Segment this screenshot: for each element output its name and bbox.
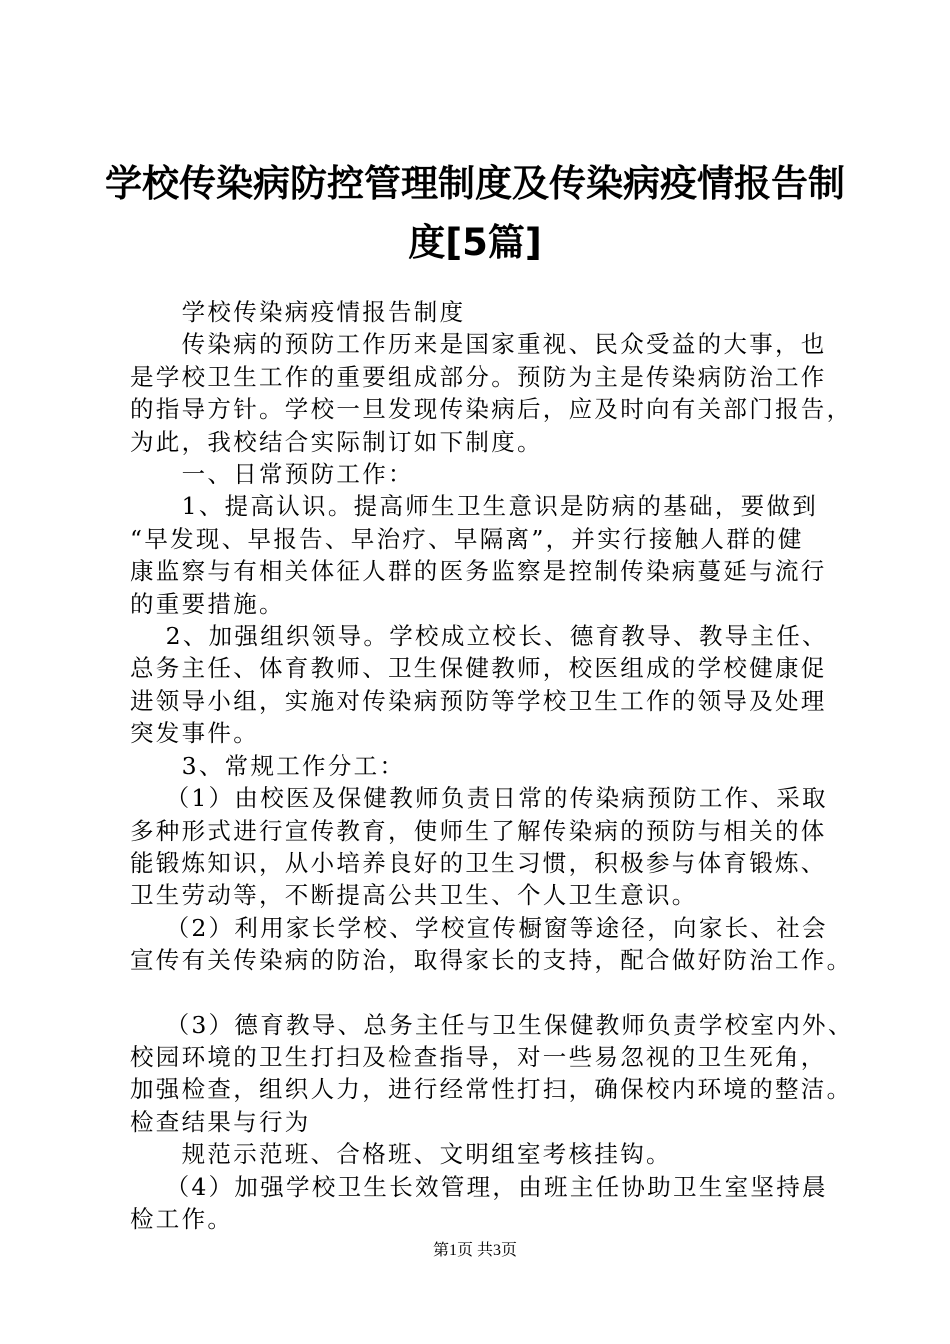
body-line: 的指导方针。学校一旦发现传染病后，应及时向有关部门报告， xyxy=(130,395,853,424)
body-line: 康监察与有相关体征人群的医务监察是控制传染病蔓延与流行 xyxy=(130,557,827,586)
document-title-line-2: 度[5篇] xyxy=(408,221,542,264)
body-line: （3）德育教导、总务主任与卫生保健教师负责学校室内外、 xyxy=(130,1010,854,1039)
body-line: 一、日常预防工作： xyxy=(130,460,414,489)
body-line: 传染病的预防工作历来是国家重视、民众受益的大事，也 xyxy=(130,330,827,359)
body-line: 2、加强组织领导。学校成立校长、德育教导、教导主任、 xyxy=(130,622,828,651)
body-line: 能锻炼知识，从小培养良好的卫生习惯，积极参与体育锻炼、 xyxy=(130,848,827,877)
body-line: 1、提高认识。提高师生卫生意识是防病的基础，要做到 xyxy=(130,492,819,521)
body-line: 为此，我校结合实际制订如下制度。 xyxy=(130,427,543,456)
body-line: （2）利用家长学校、学校宣传橱窗等途径，向家长、社会 xyxy=(130,913,828,942)
body-line: 3、常规工作分工： xyxy=(130,751,406,780)
body-line: 加强检查，组织人力，进行经常性打扫，确保校内环境的整洁。 xyxy=(130,1075,853,1104)
body-line: 进领导小组，实施对传染病预防等学校卫生工作的领导及处理 xyxy=(130,686,827,715)
body-line: 校园环境的卫生打扫及检查指导，对一些易忽视的卫生死角， xyxy=(130,1042,827,1071)
document-body xyxy=(130,296,870,1235)
body-line: 突发事件。 xyxy=(130,719,259,748)
body-line: 总务主任、体育教师、卫生保健教师，校医组成的学校健康促 xyxy=(130,654,827,683)
body-line: 是学校卫生工作的重要组成部分。预防为主是传染病防治工作 xyxy=(130,362,827,391)
body-line: （1）由校医及保健教师负责日常的传染病预防工作、采取 xyxy=(130,784,828,813)
paragraph-gap xyxy=(130,977,870,1009)
body-line: （4）加强学校卫生长效管理，由班主任协助卫生室坚持晨 xyxy=(130,1172,828,1201)
body-line: 多种形式进行宣传教育，使师生了解传染病的预防与相关的体 xyxy=(130,816,827,845)
document-title-line-1: 学校传染病防控管理制度及传染病疫情报告制 xyxy=(105,162,845,205)
page-footer: 第1页 共3页 xyxy=(432,1242,517,1259)
body-line: 宣传有关传染病的防治，取得家长的支持，配合做好防治工作。 xyxy=(130,946,853,975)
body-line: 卫生劳动等，不断提高公共卫生、个人卫生意识。 xyxy=(130,881,698,910)
body-line: 的重要措施。 xyxy=(130,589,285,618)
body-line: 检工作。 xyxy=(130,1204,234,1233)
body-line: 检查结果与行为 xyxy=(130,1107,311,1136)
body-line: 规范示范班、合格班、文明组室考核挂钩。 xyxy=(130,1140,672,1169)
body-line: 学校传染病疫情报告制度 xyxy=(130,298,466,326)
body-line: “早发现、早报告、早治疗、早隔离”，并实行接触人群的健 xyxy=(130,524,804,553)
